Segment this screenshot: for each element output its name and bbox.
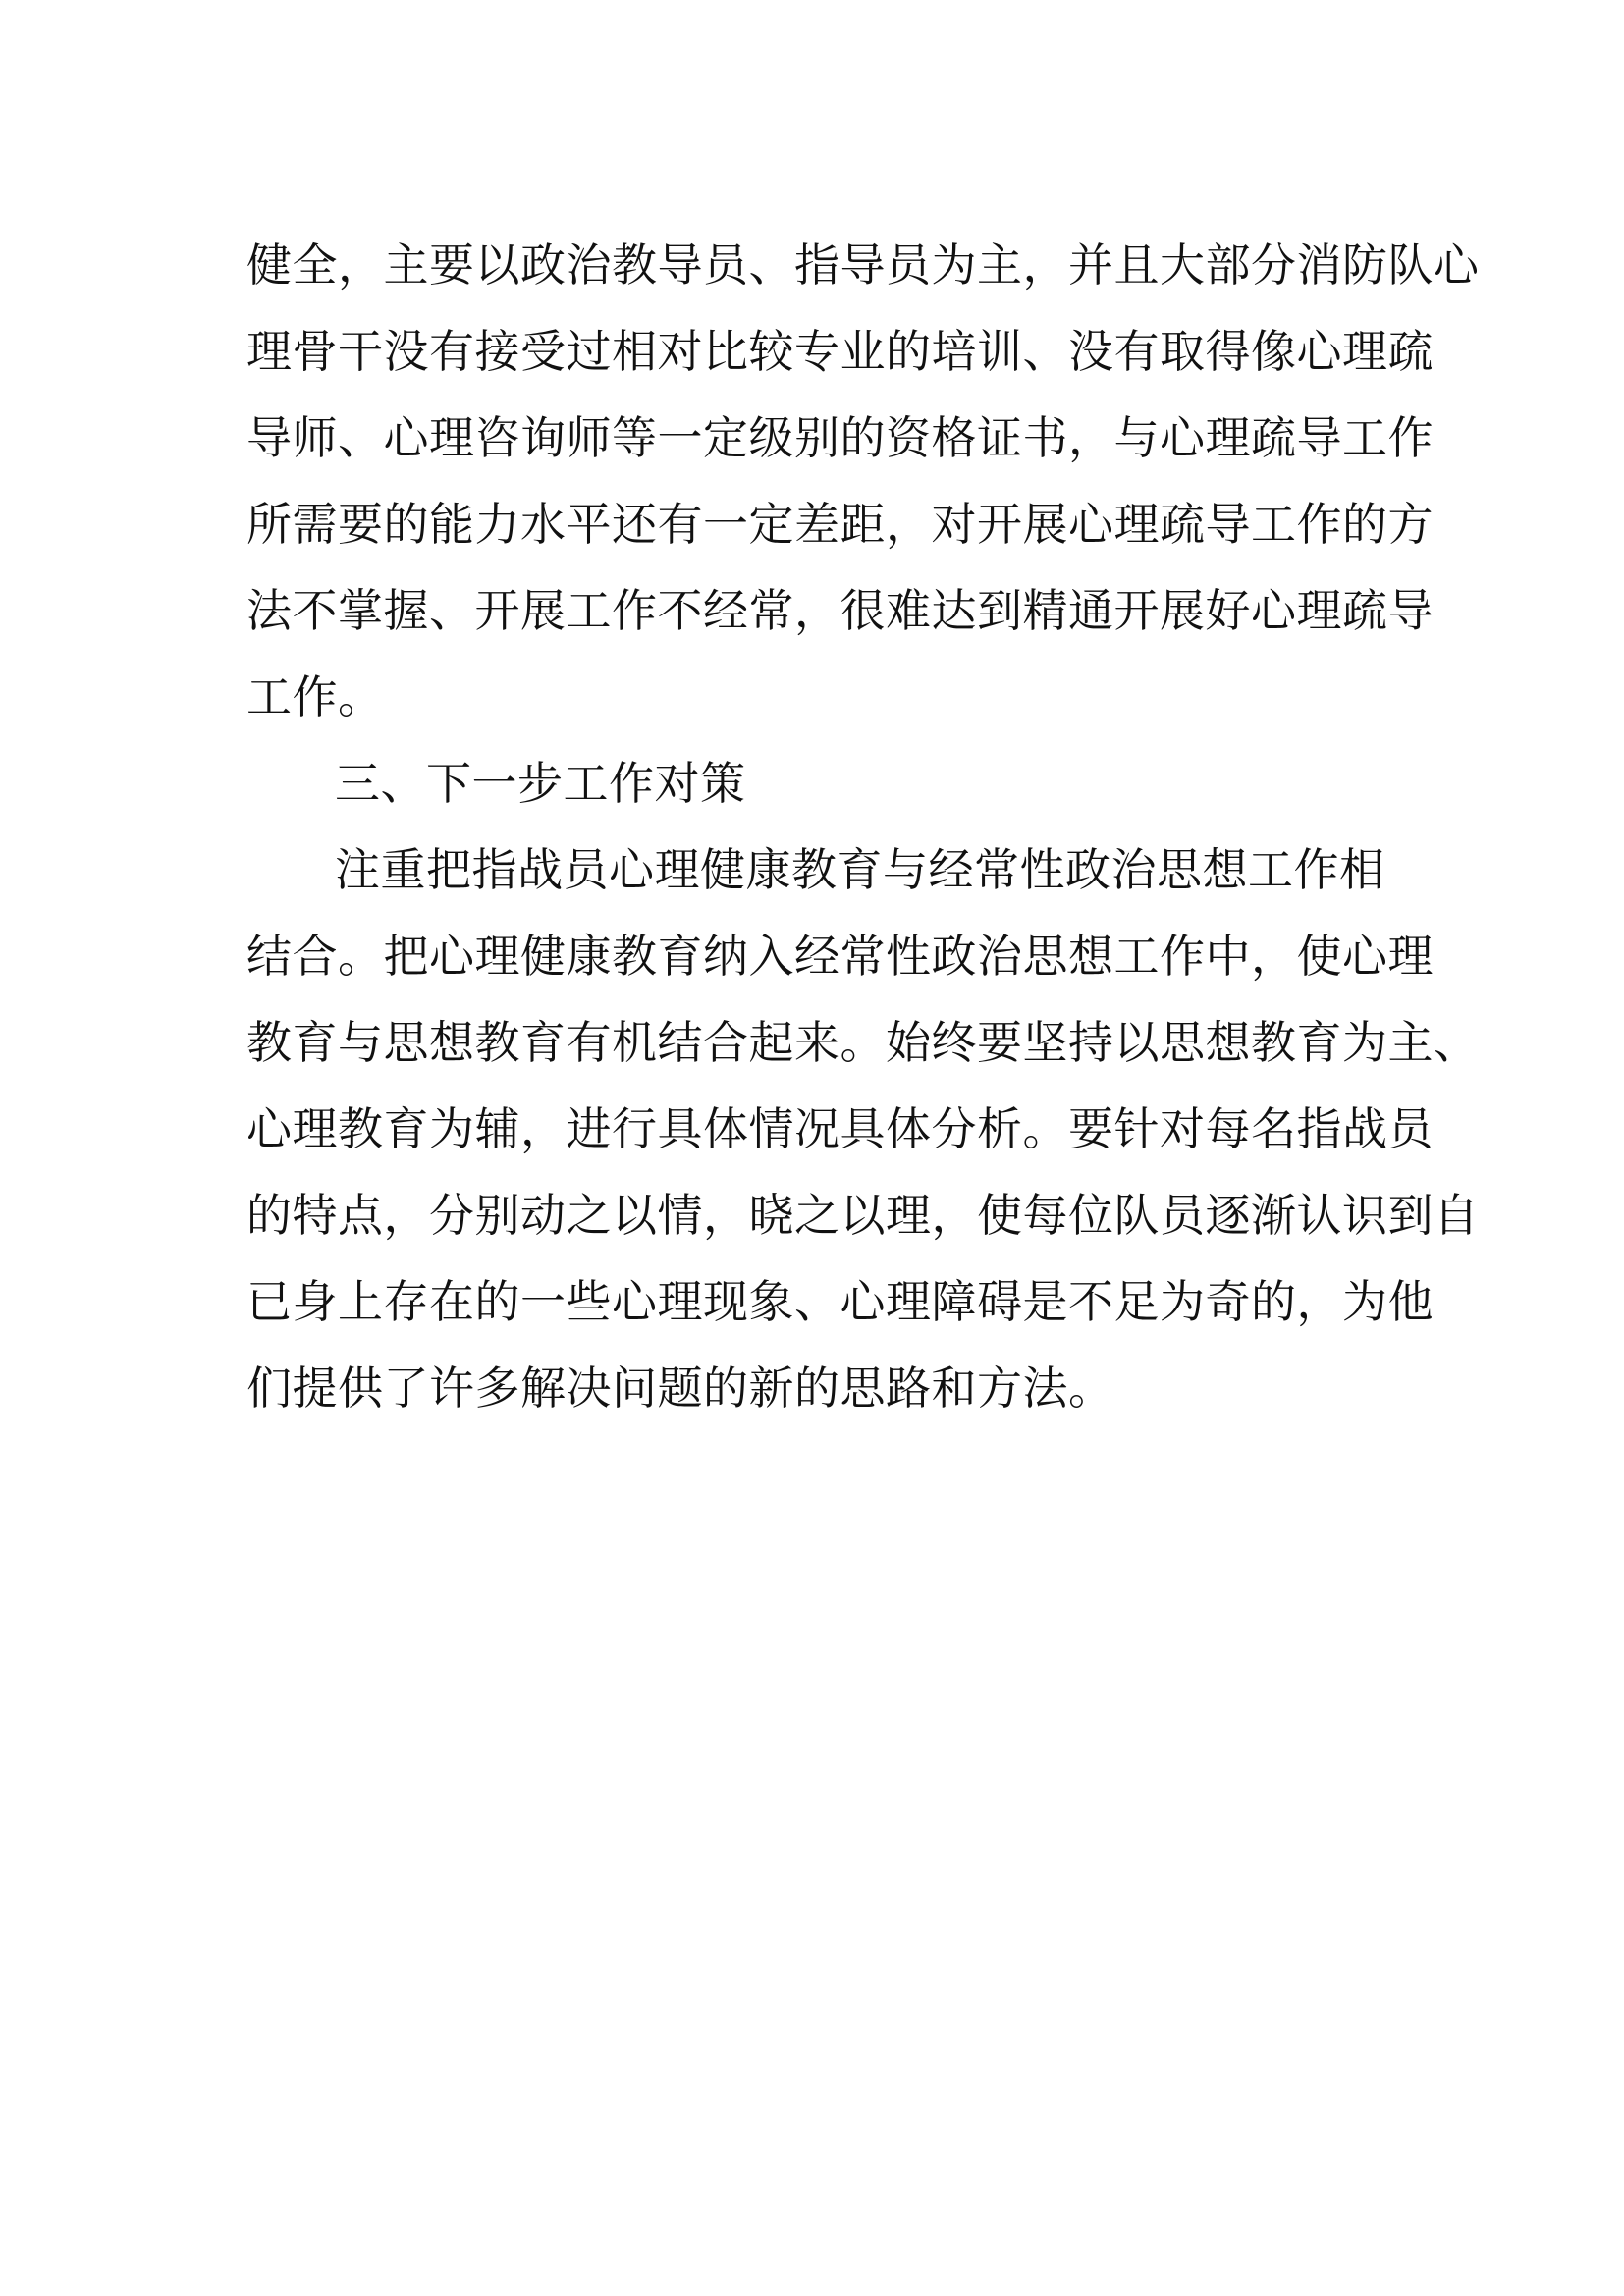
paragraph-continuation bbox=[246, 222, 1480, 740]
text-line: 健全，主要以政治教导员、指导员为主，并且大部分消防队心 bbox=[246, 239, 1480, 292]
paragraph-next-steps bbox=[246, 827, 1480, 1431]
section-heading: 三、下一步工作对策 bbox=[335, 757, 746, 810]
document-body bbox=[246, 222, 1480, 1431]
text-line: 已身上存在的一些心理现象、心理障碍是不足为奇的，为他 bbox=[246, 1275, 1434, 1328]
text-line: 心理教育为辅，进行具体情况具体分析。要针对每名指战员 bbox=[246, 1102, 1434, 1155]
text-line: 们提供了许多解决问题的新的思路和方法。 bbox=[246, 1362, 1114, 1415]
text-line: 法不掌握、开展工作不经常，很难达到精通开展好心理疏导 bbox=[246, 584, 1434, 637]
text-line: 教育与思想教育有机结合起来。始终要坚持以思想教育为主、 bbox=[246, 1016, 1480, 1069]
text-line: 导师、心理咨询师等一定级别的资格证书，与心理疏导工作 bbox=[246, 411, 1434, 464]
text-line: 结合。把心理健康教育纳入经常性政治思想工作中，使心理 bbox=[246, 930, 1434, 983]
text-line: 工作。 bbox=[246, 670, 384, 723]
text-line: 的特点，分别动之以情，晓之以理，使每位队员逐渐认识到自 bbox=[246, 1189, 1480, 1242]
text-line: 所需要的能力水平还有一定差距，对开展心理疏导工作的方 bbox=[246, 498, 1434, 551]
text-line: 理骨干没有接受过相对比较专业的培训、没有取得像心理疏 bbox=[246, 325, 1434, 378]
text-line: 注重把指战员心理健康教育与经常性政治思想工作相 bbox=[335, 843, 1385, 896]
